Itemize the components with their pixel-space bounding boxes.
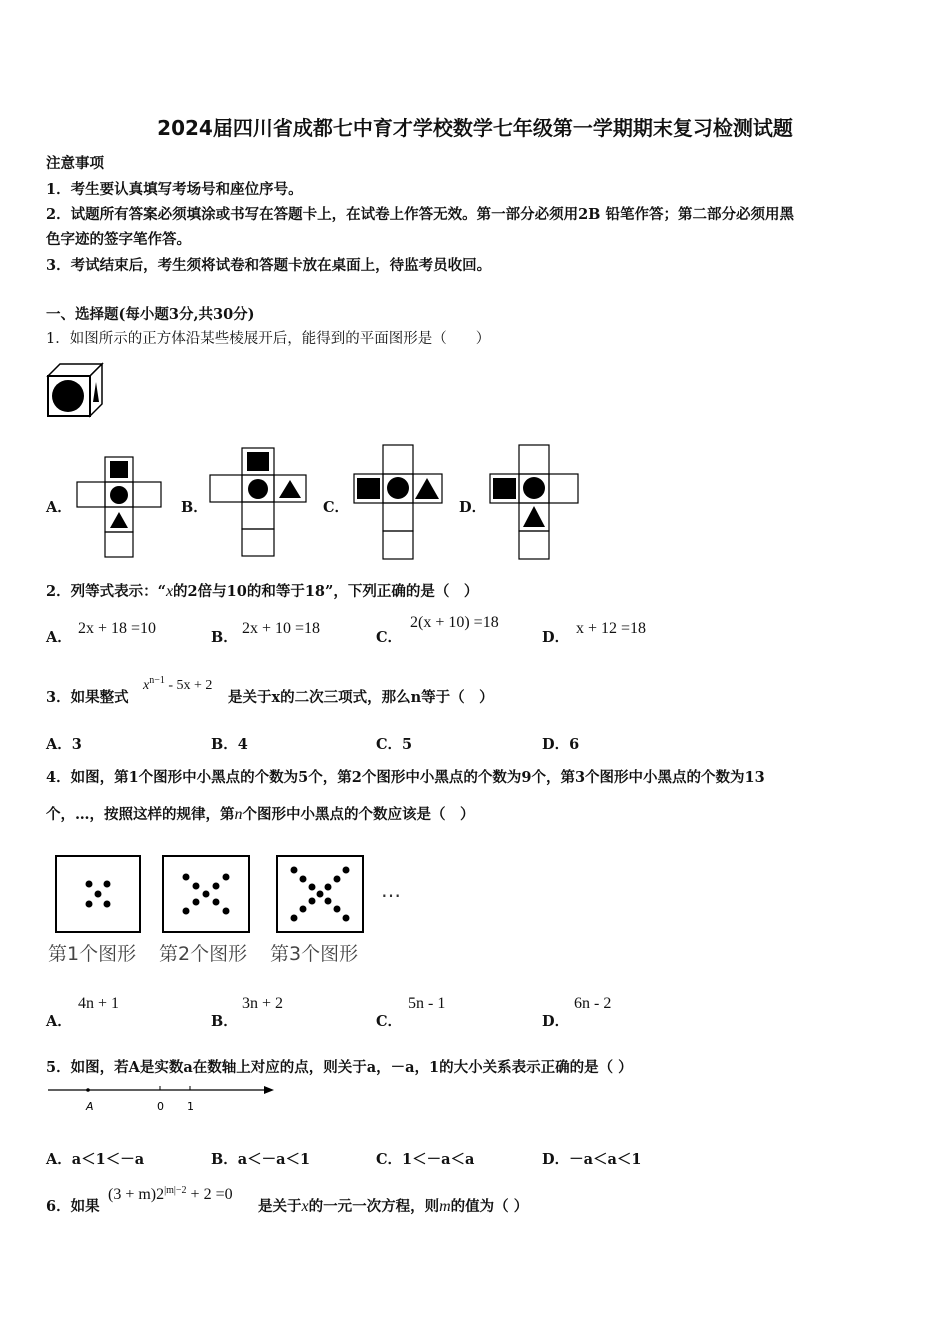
axis-label-0: 0 [157, 1100, 164, 1113]
cube-figure [46, 362, 106, 418]
q1-net-d [488, 443, 580, 561]
q4-option-a-expr: 4n + 1 [78, 995, 120, 1012]
q4-option-d-label: D． [542, 1013, 570, 1030]
page-title: 2024届四川省成都七中育才学校数学七年级第一学期期末复习检测试题 [157, 116, 793, 140]
q1-net-b [208, 446, 308, 561]
q2-option-c-label: C． [376, 629, 403, 646]
q5-option-d: D．－a＜a＜1 [542, 1151, 642, 1168]
pattern-ellipsis: … [381, 878, 401, 902]
q4-dot-patterns [46, 852, 416, 972]
q4-option-c-label: C． [376, 1013, 403, 1030]
q2-option-c-expr: 2(x + 10) =18 [410, 614, 499, 631]
q5-number-line [46, 1080, 281, 1116]
q1-option-c-label: C． [323, 499, 350, 516]
axis-label-a: A [86, 1100, 94, 1113]
notice-heading: 注意事项 [46, 155, 104, 172]
q1-stem: 1．如图所示的正方体沿某些棱展开后，能得到的平面图形是（ ） [46, 331, 491, 347]
axis-label-1: 1 [187, 1100, 194, 1113]
q3-option-c: C．5 [376, 736, 413, 753]
q3-expression: $x^{n-1} - 5x + 2$ [143, 675, 213, 693]
q2-var-x: x [165, 583, 174, 600]
q5-option-c: C．1＜－a＜a [376, 1151, 475, 1168]
notice-item: 1．考生要认真填写考场号和座位序号。 [46, 181, 303, 198]
notice-item: 色字迹的签字笔作答。 [46, 231, 191, 248]
q1-net-a [75, 455, 165, 560]
q4-var-n: n [234, 806, 243, 823]
notice-item: 2．试题所有答案必须填涂或书写在答题卡上，在试卷上作答无效。第一部分必须用2B 铅笔作答；第二部分必须用黑 [46, 206, 794, 223]
q2-option-b-expr: 2x + 10 =18 [242, 620, 321, 637]
q3-stem-a: 3．如果整式 [46, 689, 129, 706]
q1-option-b-label: B． [181, 499, 208, 516]
q6-expression: $(3 + m)2^{|m|-2} + 2 =0$ [108, 1185, 233, 1203]
q6-stem-b: 是关于x的一元一次方程，则m的值为（ ） [258, 1198, 529, 1215]
q2-option-d-label: D． [542, 629, 570, 646]
q6-var-x: x [301, 1198, 309, 1215]
pattern-label-3: 第3个图形 [270, 943, 359, 965]
q4-option-b-label: B． [211, 1013, 238, 1030]
q3-option-a: A．3 [46, 736, 82, 753]
q3-stem-b: 是关于x的二次三项式，那么n等于（ ） [228, 689, 494, 706]
q6-var-m: m [439, 1198, 451, 1215]
q4-option-a-label: A． [46, 1013, 72, 1030]
q2-option-a-expr: 2x + 18 =10 [78, 620, 157, 637]
q2-option-d-expr: x + 12 =18 [576, 620, 647, 637]
pattern-label-2: 第2个图形 [159, 943, 248, 965]
pattern-label-1: 第1个图形 [48, 943, 137, 965]
q4-option-d-expr: 6n - 2 [574, 995, 612, 1012]
q3-option-d: D．6 [542, 736, 580, 753]
q1-net-c [352, 443, 444, 561]
q1-option-a-label: A． [46, 499, 72, 516]
q4-stem-line1: 4．如图，第1个图形中小黑点的个数为5个，第2个图形中小黑点的个数为9个，第3个图形中小黑点的个数为13 [46, 769, 765, 786]
q6-stem-a: 6．如果 [46, 1198, 100, 1215]
notice-item: 3．考试结束后，考生须将试卷和答题卡放在桌面上，待监考员收回。 [46, 257, 492, 274]
q3-option-b: B．4 [211, 736, 248, 753]
q5-option-b: B．a＜－a＜1 [211, 1151, 311, 1168]
q2-stem: 2．列等式表示：“x的2倍与10的和等于18”，下列正确的是（ ） [46, 583, 479, 600]
q4-option-c-expr: 5n - 1 [408, 995, 446, 1012]
q4-stem-line2: 个，…，按照这样的规律，第n个图形中小黑点的个数应该是（ ） [46, 806, 475, 823]
q2-option-b-label: B． [211, 629, 238, 646]
q5-stem: 5．如图，若A是实数a在数轴上对应的点，则关于a，－a，1的大小关系表示正确的是（ ） [46, 1059, 633, 1076]
q4-option-b-expr: 3n + 2 [242, 995, 284, 1012]
q2-option-a-label: A． [46, 629, 72, 646]
q5-option-a: A．a＜1＜－a [46, 1151, 145, 1168]
q1-option-d-label: D． [459, 499, 487, 516]
section-heading: 一、选择题(每小题3分,共30分) [46, 306, 255, 323]
